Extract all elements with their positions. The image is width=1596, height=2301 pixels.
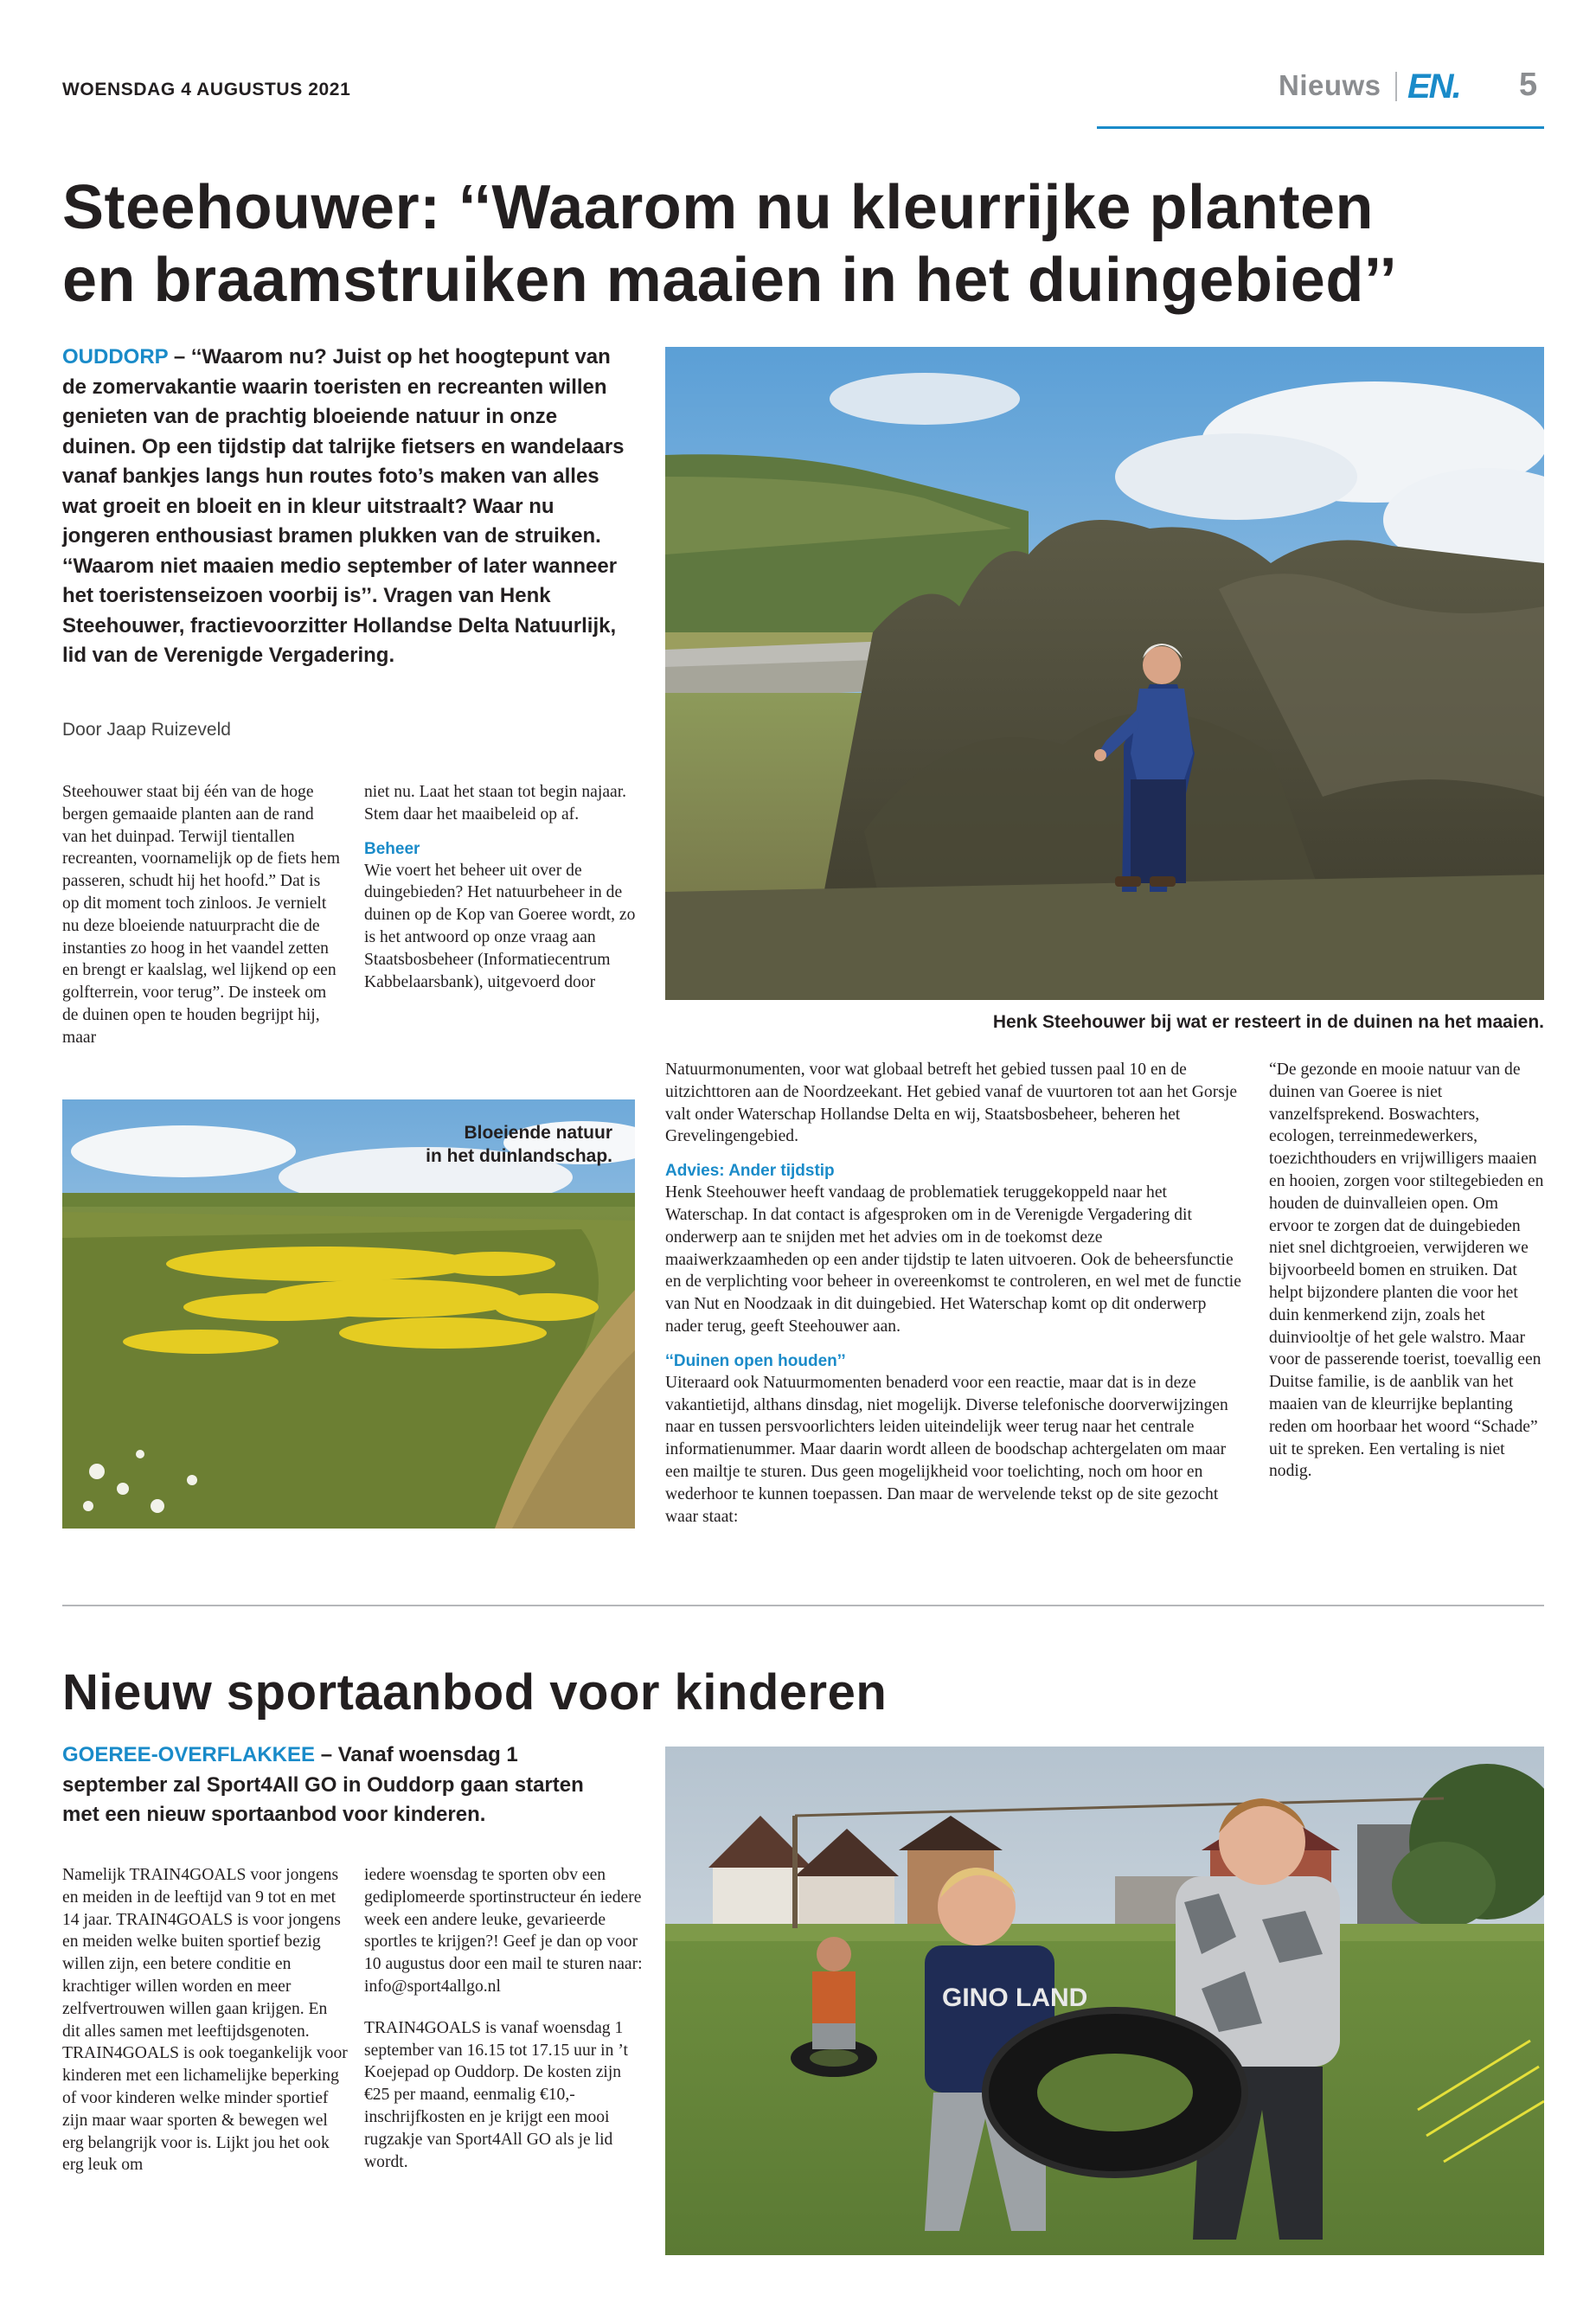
tyre bbox=[985, 2010, 1245, 2175]
article-column-2 bbox=[364, 781, 643, 993]
page-number: 5 bbox=[1519, 67, 1538, 103]
photo-blooming-field bbox=[62, 1099, 635, 1529]
photo-main-caption: Henk Steehouwer bij wat er resteert in de duinen na het maaien. bbox=[992, 1012, 1544, 1032]
headline-line-1: Steehouwer: ‘‘Waarom nu kleurrijke planten bbox=[62, 173, 1374, 242]
column-3-text-1: Natuurmonumenten, voor wat globaal betreft het gebied tussen paal 10 en de uitzichttoren aan de Noordzeekant. Het gebied vanaf de vuurtoren tot aan het Gorsje valt onder Waterschap Hollandse Delta en wij, Staatsbosbeheer, beheren het Grevelingengebied. bbox=[665, 1061, 1238, 1146]
article2-column-2-text-1: iedere woensdag te sporten obv een gediplomeerde sportinstructeur én iedere week een andere leuke, gevarieerde sportles te krijgen?! Geef je dan op voor 10 augustus door een mail te sturen naar: info@sport4allgo.nl bbox=[364, 1866, 643, 1996]
article-column-4 bbox=[1269, 1059, 1544, 1483]
article2-column-2 bbox=[364, 1864, 650, 2173]
byline: Door Jaap Ruizeveld bbox=[62, 720, 231, 740]
header-separator bbox=[1395, 72, 1397, 101]
column-3-text-3: Uiteraard ook Natuurmomenten benaderd voor een reactie, maar dat is in deze vakantietijd, althans dinsdag, niet mogelijk. Diverse telefonische doorverwijzingen naar en tussen persvoorlichters leiden uiteindelijk weer terug naar het centrale informatienummer. Maar daarin wordt alleen de boodschap achtergelaten om maar een mailtje te sturen. Dus geen mogelijkheid voor toelichting, noch om hoor en wederhoor te kunnen toepassen. Dan maar de wervelende tekst op de site gezocht waar staat: bbox=[665, 1373, 1228, 1526]
headline-line-2: en braamstruiken maaien in het duingebied’’ bbox=[62, 246, 1398, 315]
article2-intro-text: – Vanaf woensdag 1 september zal Sport4All GO in Ouddorp gaan starten met een nieuw sportaanbod voor kinderen. bbox=[62, 1743, 584, 1826]
column-3-text-2: Henk Steehouwer heeft vandaag de problematiek teruggekoppeld naar het Waterschap. In dat contact is afgesproken om in de Verenigde Vergadering dit onderwerp aan te snijden met het advies om in de toekomst deze maaiwerkzaamheden op een ander tijdstip te laten uitvoeren. Ook de beheersfunctie en de verplichting voor beheer in overeenkomst te controleren, en wel met de functie van Nut en Noodzaak in dit duingebied. Het Waterschap komt op dit onderwerp nader terug, geeft Steehouwer aan. bbox=[665, 1183, 1241, 1336]
article-column-3 bbox=[665, 1059, 1247, 1528]
article-intro bbox=[62, 343, 633, 671]
issue-date: WOENSDAG 4 AUGUSTUS 2021 bbox=[62, 80, 351, 99]
photo-field-caption bbox=[426, 1121, 612, 1168]
intro-text: – ‘‘Waarom nu? Juist op het hoogtepunt van de zomervakantie waarin toeristen en recreanten willen genieten van de prachtig bloeiende natuur in onze duinen. Op een tijdstip dat talrijke fietsers en wandelaars vanaf bankjes langs hun routes foto’s maken van alles wat groeit en bloeit en in kleur uitstraalt? Waar nu jongeren enthousiast bramen plukken van de struiken. ‘‘Waarom niet maaien medio september of later wanneer het toeristenseizoen voorbij is’’. Vragen van Henk Steehouwer, fractievoorzitter Hollandse Delta Natuurlijk, lid van de Verenigde Vergadering. bbox=[62, 345, 625, 667]
photo-steehouwer-heap bbox=[665, 347, 1544, 1000]
subheading-duinen: ‘‘Duinen open houden’’ bbox=[665, 1351, 846, 1370]
column-2-text-1: niet nu. Laat het staan tot begin najaar. Stem daar het maaibeleid op af. bbox=[364, 783, 627, 824]
column-4-text: “De gezonde en mooie natuur van de duinen van Goeree is niet vanzelfsprekend. Boswachters, ecologen, terreinmedewerkers, toezichthouders en vrijwilligers maaien en hooien, zorgen voor stiltegebieden en houden de duinvalleien open. Om ervoor te zorgen dat de duingebieden niet snel dichtgroeien, verwijderen we bijvoorbeeld bomen en struiken. Dat helpt bijzondere planten die voor het duin kenmerkend zijn, zoals het duinviooltje of het gele walstro. Maar voor de passerende toerist, toevallig een Duitse familie, is de aanblik van het maaien van de kleurrijke beplanting reden om hoorbaar het woord “Schade” uit te spreken. Een vertaling is niet nodig. bbox=[1269, 1061, 1544, 1481]
photo-kids-tyres bbox=[665, 1747, 1544, 2255]
shirt-print: GINO LAND bbox=[942, 1984, 1088, 2012]
photo-illustration bbox=[665, 347, 1544, 1000]
section-label[interactable]: Nieuws bbox=[1279, 69, 1381, 101]
kids-illustration bbox=[665, 1747, 1544, 2255]
article2-intro bbox=[62, 1740, 616, 1830]
dateline: OUDDORP bbox=[62, 345, 169, 369]
subheading-beheer: Beheer bbox=[364, 839, 420, 858]
column-2-text-2: Wie voert het beheer uit over de duingebieden? Het natuurbeheer in de duinen op de Kop van Goeree wordt, zo is het antwoord op onze vraag aan Staatsbosbeheer (Informatiecentrum Kabbelaarsbank), uitgevoerd door bbox=[364, 861, 636, 991]
article2-column-2-text-2: TRAIN4GOALS is vanaf woensdag 1 september van 16.15 tot 17.15 uur in ’t Koejepad op Ouddorp. De kosten zijn €25 per maand, eenmalig €10,- inschrijfkosten en je krijgt een mooi rugzakje van Sport4All GO als je lid wordt. bbox=[364, 2018, 628, 2171]
article2-column-1-text: Namelijk TRAIN4GOALS voor jongens en meiden in de leeftijd van 9 tot en met 14 jaar. TRAIN4GOALS is voor jongens en meiden welke buiten sportief bezig willen zijn, een betere conditie en krachtiger willen worden en meer zelfvertrouwen willen gaan krijgen. En dit alles samen met leeftijdsgenoten. TRAIN4GOALS is ook toegankelijk voor kinderen met een lichamelijke beperking of voor kinderen welke minder sportief zijn maar waar sporten & bewegen wel erg belangrijk voor is. Lijkt jou het ook erg leuk om bbox=[62, 1866, 348, 2175]
column-1-text: Steehouwer staat bij één van de hoge bergen gemaaide planten aan de rand van het duinpad. Terwijl tientallen recreanten, voornamelijk op de fiets hem passeren, schudt hij het hoofd.” Dat is op dit moment toch zinloos. Je vernielt nu deze bloeiende natuurpracht die de instanties zo hoog in het vaandel zetten en brengt er kaalslag, wel lijkend op een golfterrein, voor terug”. De insteek om de duinen open te houden begrijpt hij, maar bbox=[62, 783, 340, 1047]
article2-headline: Nieuw sportaanbod voor kinderen bbox=[62, 1664, 888, 1721]
article-divider bbox=[62, 1605, 1544, 1606]
article2-dateline: GOEREE-OVERFLAKKEE bbox=[62, 1743, 316, 1766]
article-headline bbox=[62, 171, 1550, 317]
article2-column-1 bbox=[62, 1864, 348, 2176]
caption-line-1: Bloeiende natuur bbox=[464, 1123, 612, 1143]
subheading-advies: Advies: Ander tijdstip bbox=[665, 1162, 835, 1181]
caption-line-2: in het duinlandschap. bbox=[426, 1146, 612, 1166]
article-column-1 bbox=[62, 781, 341, 1049]
header-rule bbox=[1097, 126, 1544, 129]
newspaper-logo[interactable]: EN. bbox=[1407, 67, 1460, 106]
